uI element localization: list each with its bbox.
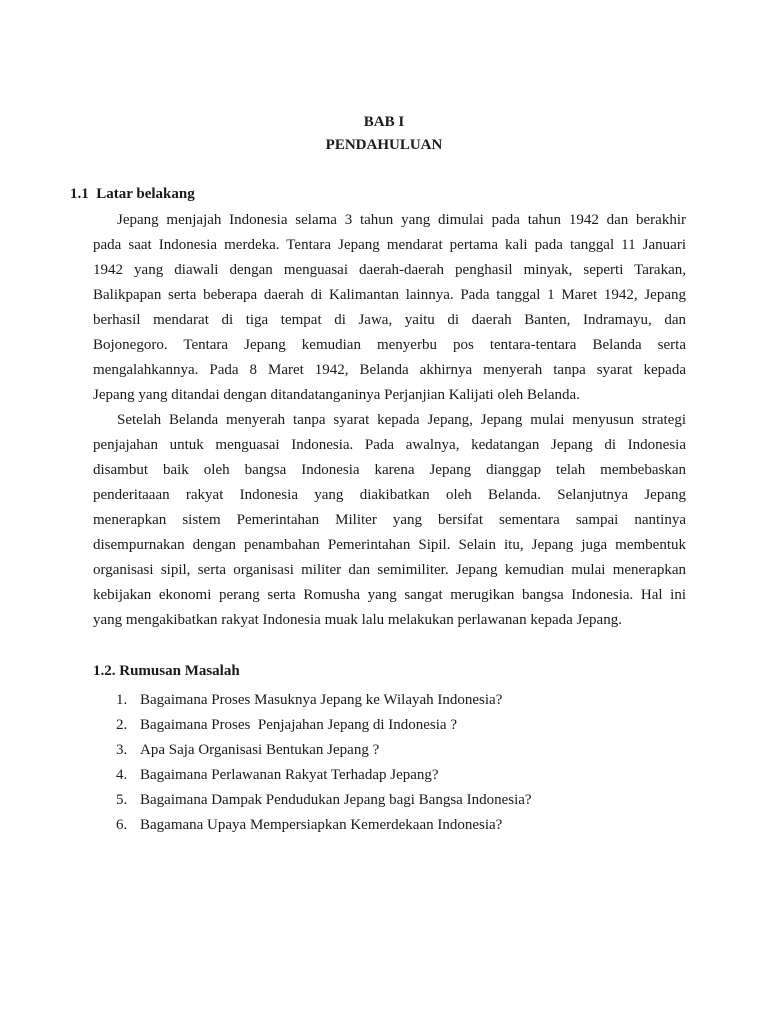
list-item: [116, 738, 532, 763]
section-heading-rumusan-masalah: 1.2. Rumusan Masalah: [93, 663, 240, 679]
list-item-number: 3.: [116, 742, 128, 758]
text-line: disempurnakan dengan penambahan Pemerintahan Sipil. Selain itu, Jepang juga membentuk: [93, 537, 686, 553]
chapter-title: PENDAHULUAN: [325, 137, 443, 153]
chapter-number: BAB I: [363, 114, 405, 130]
text-line: 1942 yang diawali dengan menguasai daerah-daerah penghasil minyak, seperti Tarakan,: [93, 262, 686, 278]
list-item-text: Bagaimana Proses Penjajahan Jepang di Indonesia ?: [140, 717, 457, 733]
list-item-text: Apa Saja Organisasi Bentukan Jepang ?: [140, 742, 380, 758]
paragraph-1: [93, 208, 686, 408]
list-item-number: 6.: [116, 817, 128, 833]
list-item: [116, 763, 532, 788]
paragraph-2: [93, 408, 686, 633]
list-item-text: Bagaimana Perlawanan Rakyat Terhadap Jepang?: [140, 767, 439, 783]
text-line: kebijakan ekonomi perang serta Romusha yang sangat merugikan bangsa Indonesia. Hal ini: [93, 587, 686, 603]
list-item-number: 2.: [116, 717, 128, 733]
section-heading-latar-belakang: 1.1 Latar belakang: [70, 186, 195, 202]
list-item-number: 1.: [116, 692, 128, 708]
list-item: [116, 813, 532, 838]
problem-list: [116, 688, 532, 838]
text-line: Jepang yang ditandai dengan ditandatanganinya Perjanjian Kalijati oleh Belanda.: [93, 387, 580, 403]
text-line: menerapkan sistem Pemerintahan Militer yang bersifat sementara sampai nantinya: [93, 512, 686, 528]
text-line: Jepang menjajah Indonesia selama 3 tahun yang dimulai pada tahun 1942 dan berakhir: [117, 212, 686, 228]
text-line: mengalahkannya. Pada 8 Maret 1942, Belanda akhirnya menyerah tanpa syarat kepada: [93, 362, 686, 378]
list-item-text: Bagaimana Proses Masuknya Jepang ke Wilayah Indonesia?: [140, 692, 503, 708]
list-item: [116, 788, 532, 813]
list-item: [116, 688, 532, 713]
text-line: yang mengakibatkan rakyat Indonesia muak lalu melakukan perlawanan kepada Jepang.: [93, 612, 622, 628]
text-line: penderitaaan rakyat Indonesia yang diakibatkan oleh Belanda. Selanjutnya Jepang: [93, 487, 686, 503]
text-line: Balikpapan serta beberapa daerah di Kalimantan lainnya. Pada tanggal 1 Maret 1942, Jepang: [93, 287, 686, 303]
list-item-text: Bagamana Upaya Mempersiapkan Kemerdekaan Indonesia?: [140, 817, 503, 833]
text-line: Setelah Belanda menyerah tanpa syarat kepada Jepang, Jepang mulai menyusun strategi: [117, 412, 686, 428]
text-line: berhasil mendarat di tiga tempat di Jawa, yaitu di daerah Banten, Indramayu, dan: [93, 312, 686, 328]
list-item-text: Bagaimana Dampak Pendudukan Jepang bagi Bangsa Indonesia?: [140, 792, 532, 808]
text-line: Bojonegoro. Tentara Jepang kemudian menyerbu pos tentara-tentara Belanda serta: [93, 337, 686, 353]
list-item: [116, 713, 532, 738]
text-line: organisasi sipil, serta organisasi militer dan semimiliter. Jepang kemudian mulai menerapkan: [93, 562, 686, 578]
list-item-number: 5.: [116, 792, 128, 808]
text-line: penjajahan untuk menguasai Indonesia. Pada awalnya, kedatangan Jepang di Indonesia: [93, 437, 686, 453]
list-item-number: 4.: [116, 767, 128, 783]
text-line: disambut baik oleh bangsa Indonesia karena Jepang dianggap telah membebaskan: [93, 462, 686, 478]
text-line: pada saat Indonesia merdeka. Tentara Jepang mendarat pertama kali pada tanggal 11 Januari: [93, 237, 686, 253]
